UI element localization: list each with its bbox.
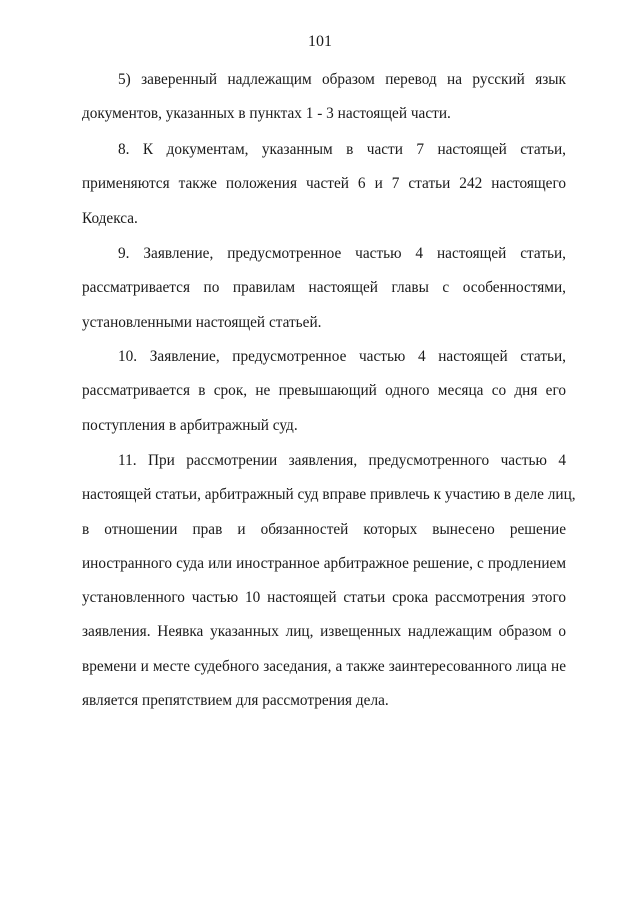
paragraph-line: 5) заверенный надлежащим образом перевод на русский язык (118, 71, 566, 88)
paragraph-line: 10. Заявление, предусмотренное частью 4 настоящей статьи, (118, 348, 566, 365)
paragraph-line: является препятствием для рассмотрения дела. (82, 692, 389, 710)
paragraph-line: 11. При рассмотрении заявления, предусмотренного частью 4 (118, 452, 566, 469)
paragraph-item-5 (82, 63, 566, 132)
page-number: 101 (308, 33, 332, 50)
paragraph-line: Кодекса. (82, 209, 138, 227)
paragraph-part-9 (82, 237, 566, 340)
paragraph-line: поступления в арбитражный суд. (82, 416, 298, 434)
paragraph-line: документов, указанных в пунктах 1 - 3 настоящей части. (82, 105, 451, 123)
paragraph-line: заявления. Неявка указанных лиц, извещенных надлежащим образом о (82, 623, 566, 641)
paragraph-line: рассматривается по правилам настоящей главы с особенностями, (82, 279, 566, 297)
paragraph-line: применяются также положения частей 6 и 7 статьи 242 настоящего (82, 175, 566, 193)
paragraph-line: 9. Заявление, предусмотренное частью 4 настоящей статьи, (118, 245, 566, 262)
paragraph-line: рассматривается в срок, не превышающий одного месяца со дня его (82, 382, 566, 400)
paragraph-line: иностранного суда или иностранное арбитражное решение, с продлением (82, 554, 566, 572)
paragraph-line: установленного частью 10 настоящей статьи срока рассмотрения этого (82, 589, 566, 607)
paragraph-part-11 (82, 444, 576, 718)
paragraph-part-10 (82, 340, 566, 443)
paragraph-line: в отношении прав и обязанностей которых вынесено решение (82, 520, 566, 538)
paragraph-line: 8. К документам, указанным в части 7 настоящей статьи, (118, 141, 566, 158)
paragraph-line: времени и месте судебного заседания, а также заинтересованного лица не (82, 657, 566, 675)
paragraph-line: настоящей статьи, арбитражный суд вправе привлечь к участию в деле лиц, (82, 486, 576, 504)
paragraph-line: установленными настоящей статьей. (82, 313, 322, 331)
paragraph-part-8 (82, 133, 566, 236)
